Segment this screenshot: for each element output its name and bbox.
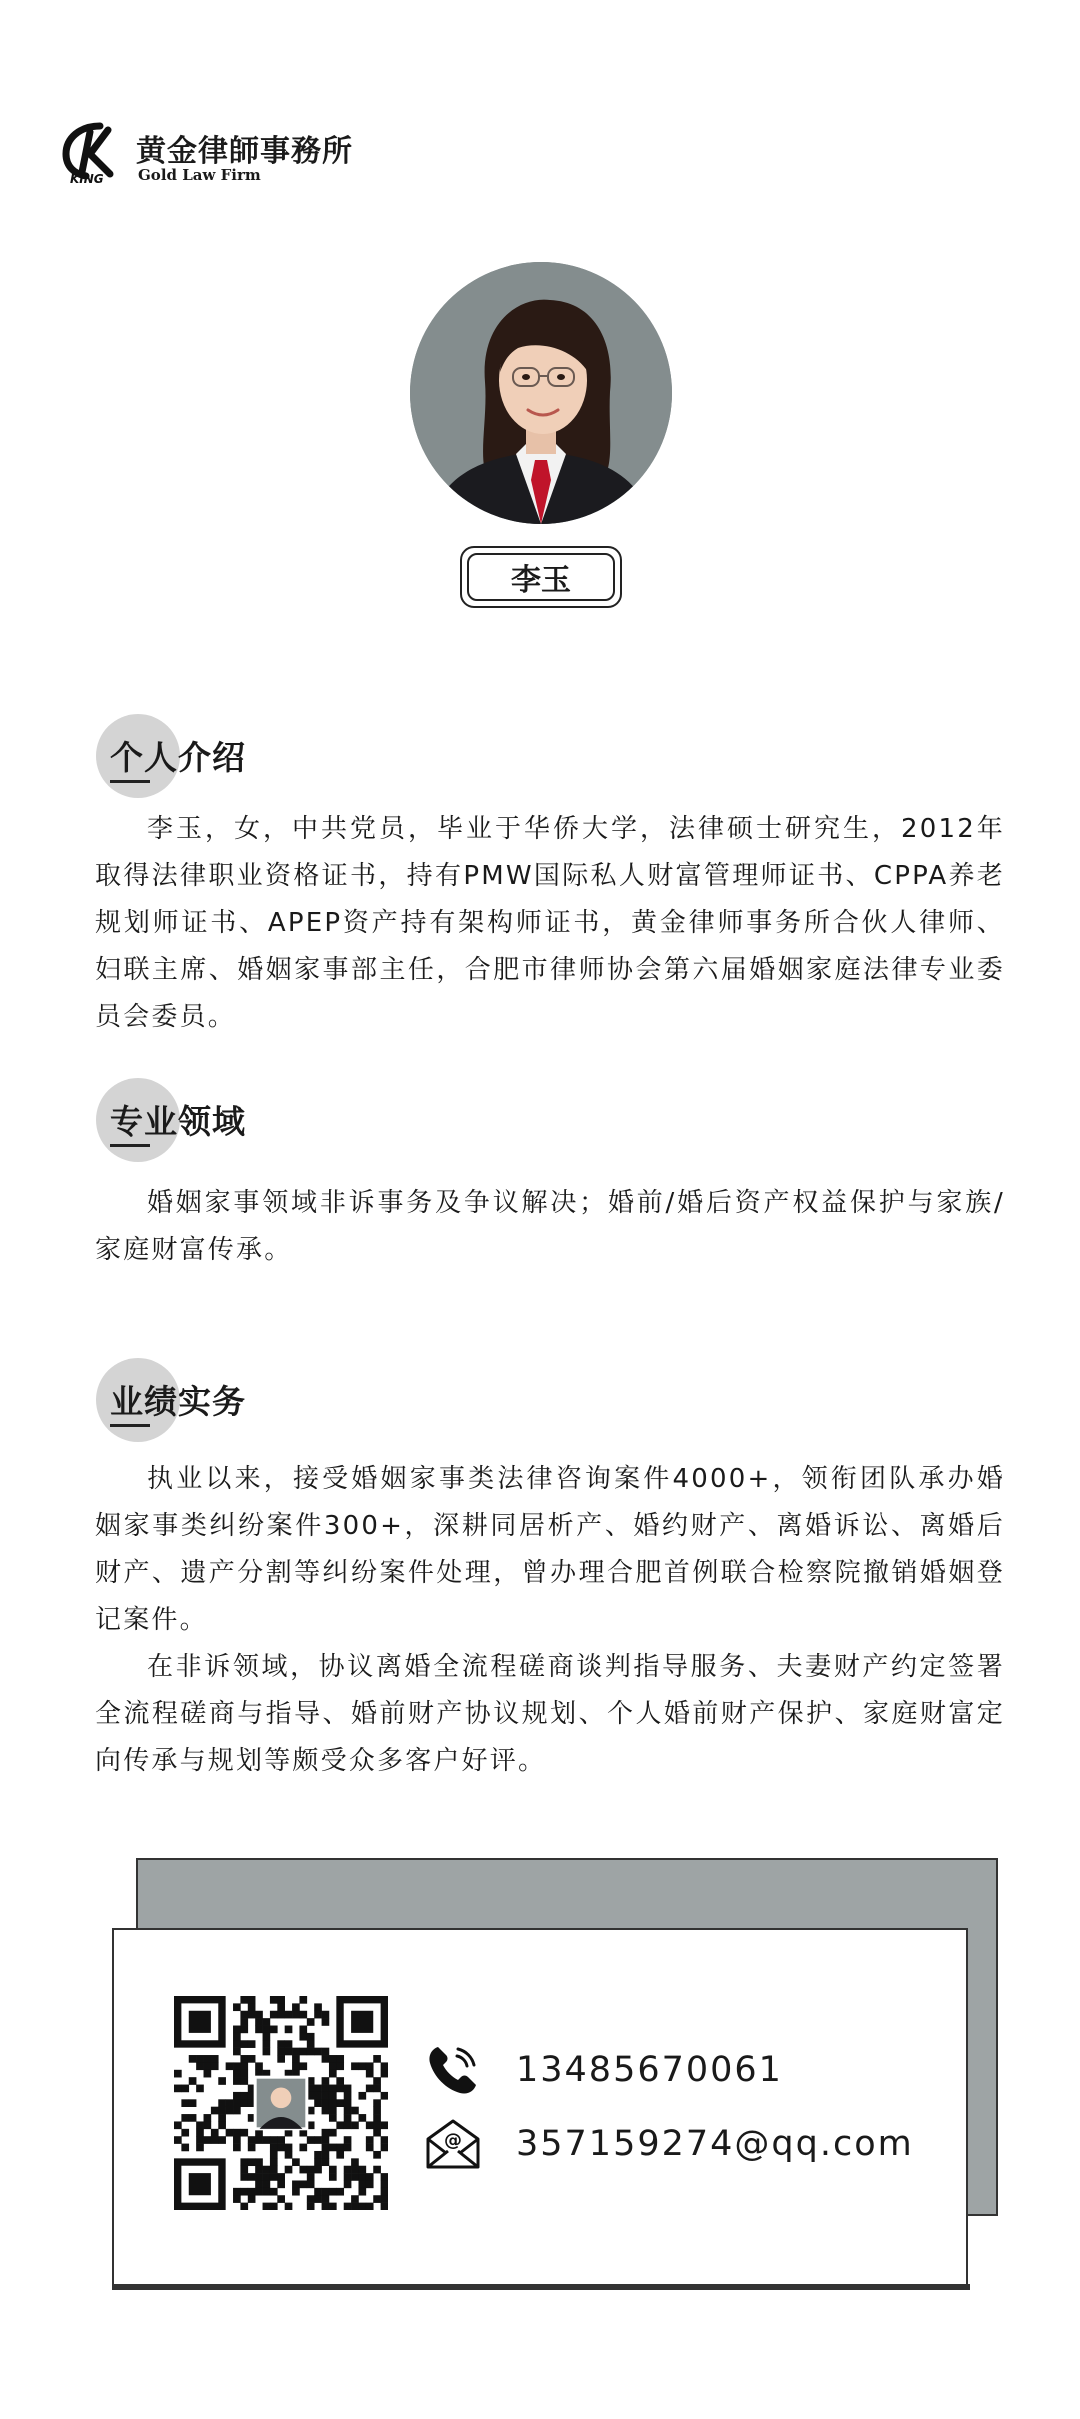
- section-field-body: [95, 1180, 1005, 1274]
- achievements-paragraph: 执业以来，接受婚姻家事类法律咨询案件4000+，领衔团队承办婚姻家事类纠纷案件300+，深耕同居析产、婚约财产、离婚诉讼、离婚后财产、遗产分割等纠纷案件处理，曾办理合肥首例联合检察院撤销婚姻登记案件。: [95, 1464, 1005, 1635]
- section-intro-body: [95, 806, 1005, 1041]
- firm-name-en: Gold Law Firm: [138, 166, 261, 184]
- contact-email-row[interactable]: [424, 2114, 914, 2174]
- firm-logo-mark-icon: [60, 122, 122, 184]
- section-intro-header: [96, 714, 396, 794]
- section-field-title: 专业领域: [110, 1102, 246, 1141]
- section-field-underline: [110, 1144, 150, 1147]
- section-field-header: [96, 1078, 396, 1158]
- section-intro-underline: [110, 780, 150, 783]
- section-achievements-title: 业绩实务: [110, 1382, 246, 1421]
- qr-code[interactable]: [174, 1996, 388, 2210]
- section-achievements-underline: [110, 1424, 150, 1427]
- field-paragraph: 婚姻家事领域非诉事务及争议解决；婚前/婚后资产权益保护与家族/家庭财富传承。: [95, 1188, 1005, 1265]
- svg-text:@: @: [444, 2130, 462, 2151]
- section-intro-title: 个人介绍: [110, 738, 246, 777]
- phone-icon: [424, 2041, 482, 2099]
- lawyer-name: 李玉: [467, 553, 615, 601]
- contact-phone-row[interactable]: [424, 2040, 783, 2100]
- lawyer-portrait-icon: [410, 262, 672, 524]
- firm-logo: [60, 122, 380, 192]
- email-icon: [424, 2115, 482, 2173]
- intro-paragraph: 李玉，女，中共党员，毕业于华侨大学，法律硕士研究生，2012年取得法律职业资格证书，持有PMW国际私人财富管理师证书、CPPA养老规划师证书、APEP资产持有架构师证书，黄金律师事务所合伙人律师、妇联主席、婚姻家事部主任，合肥市律师协会第六届婚姻家庭法律专业委员会委员。: [95, 814, 1005, 1032]
- section-achievements-header: [96, 1358, 396, 1438]
- contact-card-shadow: [112, 2284, 970, 2290]
- lawyer-avatar: [410, 262, 672, 524]
- section-achievements-body: [95, 1456, 1005, 1785]
- achievements-paragraph: 在非诉领域，协议离婚全流程磋商谈判指导服务、夫妻财产约定签署全流程磋商与指导、婚前财产协议规划、个人婚前财产保护、家庭财富定向传承与规划等颇受众多客户好评。: [95, 1652, 1005, 1776]
- name-plate: [460, 546, 622, 608]
- contact-email: 357159274@qq.com: [516, 2124, 914, 2164]
- firm-name-cn: 黄金律師事務所: [136, 134, 353, 169]
- qr-code-icon: [174, 1996, 388, 2210]
- svg-text:KING: KING: [70, 172, 104, 184]
- contact-phone-number: 13485670061: [516, 2050, 783, 2090]
